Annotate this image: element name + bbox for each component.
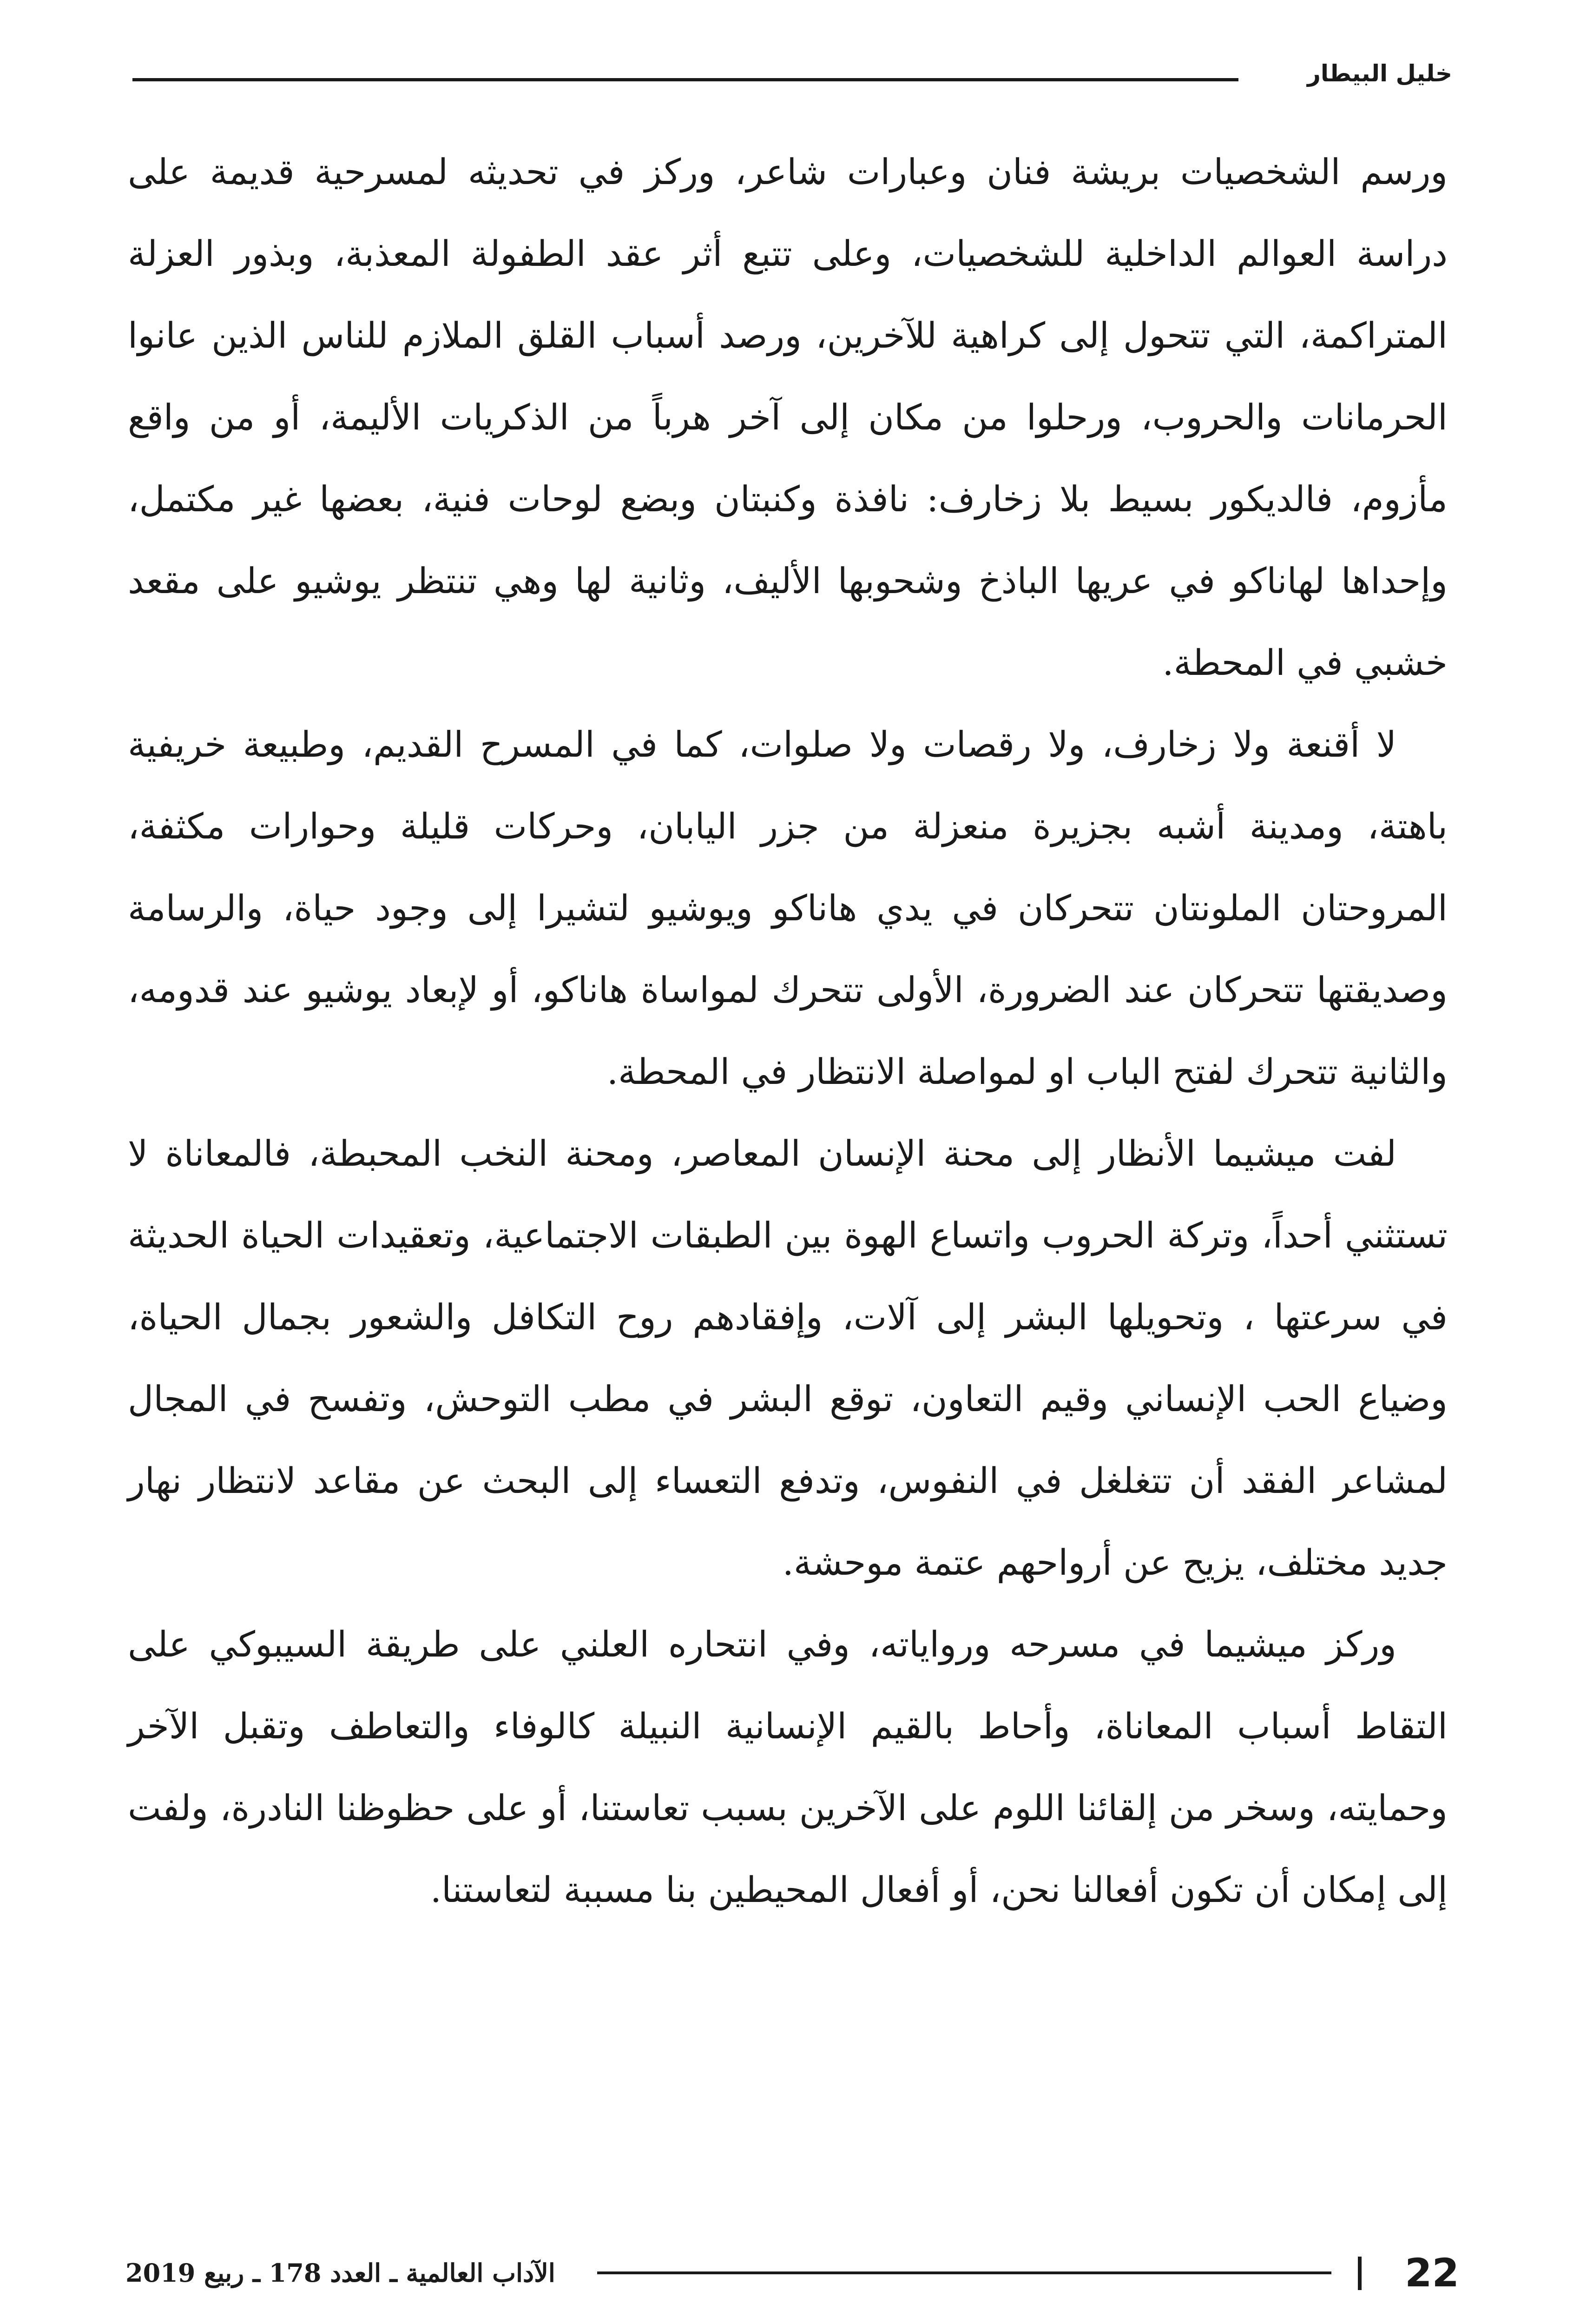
header-rule: [132, 78, 1238, 81]
footer-separator-bar: [1358, 2257, 1362, 2290]
paragraph-2: لا أقنعة ولا زخارف، ولا رقصات ولا صلوات، كما في المسرح القديم، وطبيعة خريفية باهتة، ومدينة أشبه بجزيرة منعزلة من جزر اليابان، وحركات قليلة وحوارات مكثفة، المروحتان الملونتان تتحركان في يدي هاناكو ويوشيو لتشيرا إلى وجود حياة، والرسامة وصديقتها تتحركان عند الضرورة، الأولى تتحرك لمواساة هاناكو، أو لإبعاد يوشيو عند قدومه، والثانية تتحرك لفتح الباب او لمواصلة الانتظار في المحطة.: [128, 724, 1448, 1092]
footer-rule: [597, 2271, 1331, 2274]
paragraph-3: لفت ميشيما الأنظار إلى محنة الإنسان المعاصر، ومحنة النخب المحبطة، فالمعاناة لا تستثني أحداً، وتركة الحروب واتساع الهوة بين الطبقات الاجتماعية، وتعقيدات الحياة الحديثة في سرعتها ، وتحويلها البشر إلى آلات، وإفقادهم روح التكافل والشعور بجمال الحياة، وضياع الحب الإنساني وقيم التعاون، توقع البشر في مطب التوحش، وتفسح في المجال لمشاعر الفقد أن تتغلغل في النفوس، وتدفع التعساء إلى البحث عن مقاعد لانتظار نهار جديد مختلف، يزيح عن أرواحهم عتمة موحشة.: [128, 1133, 1448, 1583]
article-body: [128, 131, 1448, 1931]
page-header: [132, 55, 1452, 97]
page-footer: [125, 2247, 1459, 2298]
journal-issue-info: الآداب العالمية ـ العدد 178 ـ ربيع 2019: [125, 2258, 555, 2288]
paragraph-1: ورسم الشخصيات بريشة فنان وعبارات شاعر، وركز في تحديثه لمسرحية قديمة على دراسة العوالم الداخلية للشخصيات، وعلى تتبع أثر عقد الطفولة المعذبة، وبذور العزلة المتراكمة، التي تتحول إلى كراهية للآخرين، ورصد أسباب القلق الملازم للناس الذين عانوا الحرمانات والحروب، ورحلوا من مكان إلى آخر هرباً من الذكريات الأليمة، أو من واقع مأزوم، فالديكور بسيط بلا زخارف: نافذة وكنبتان وبضع لوحات فنية، بعضها غير مكتمل، وإحداها لهاناكو في عريها الباذخ وشحوبها الأليف، وثانية لها وهي تنتظر يوشيو على مقعد خشبي في المحطة.: [128, 151, 1448, 683]
paragraph-4: وركز ميشيما في مسرحه ورواياته، وفي انتحاره العلني على طريقة السيبوكي على التقاط أسباب المعاناة، وأحاط بالقيم الإنسانية النبيلة كالوفاء والتعاطف وتقبل الآخر وحمايته، وسخر من إلقائنا اللوم على الآخرين بسبب تعاستنا، أو على حظوظنا النادرة، ولفت إلى إمكان أن تكون أفعالنا نحن، أو أفعال المحيطين بنا مسببة لتعاستنا.: [128, 1624, 1448, 1910]
running-head-author: خليل البيطار: [1307, 60, 1452, 87]
page-number: 22: [1405, 2250, 1459, 2296]
